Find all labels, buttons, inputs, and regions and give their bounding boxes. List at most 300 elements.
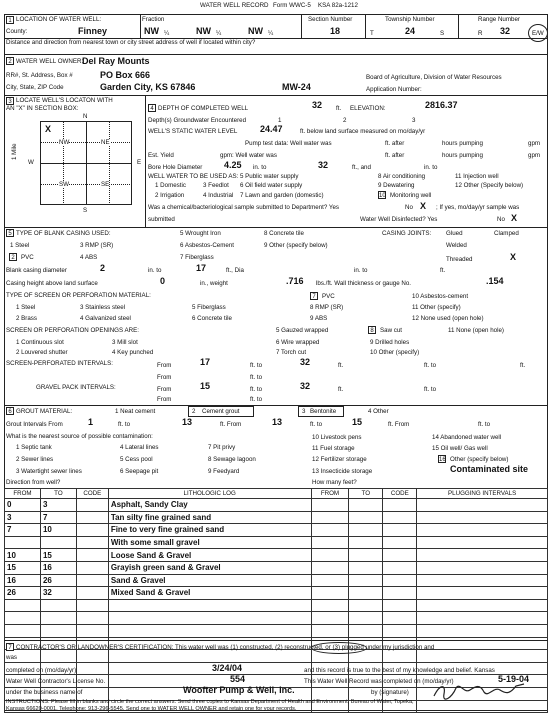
bore-and: ft., and [352, 164, 371, 171]
weight-value: .716 [286, 276, 304, 286]
casing-height-value: 0 [160, 276, 166, 286]
compass-s: S [83, 207, 88, 214]
plug-code[interactable] [383, 549, 417, 562]
plug-to[interactable] [349, 612, 383, 625]
screen-galvanized[interactable]: 4 Galvanized steel [80, 315, 131, 322]
grout-ft-to-3: ft. to [478, 421, 491, 428]
disinfected-label: Water Well Disinfected? Yes [360, 216, 438, 223]
plug-interval[interactable] [417, 574, 548, 587]
contam-septic[interactable]: 1 Septic tank [16, 444, 52, 451]
contam-value: Contaminated site [450, 464, 529, 474]
county-label: County: [6, 28, 28, 35]
use-air: 8 Air conditioning [378, 173, 426, 180]
log-from[interactable] [5, 612, 41, 625]
plug-interval[interactable] [417, 612, 548, 625]
casing-asbestos[interactable]: 6 Asbestos-Cement [180, 242, 234, 249]
gp-ft-to-2: ft. to [424, 386, 437, 393]
log-from[interactable] [5, 599, 41, 612]
log-from[interactable]: 7 [5, 524, 41, 537]
lbs-label: lbs./ft. Wall thickness or gauge No. [316, 280, 412, 287]
log-from[interactable] [5, 624, 41, 637]
use-oilfield[interactable]: 6 Oil field water supply [240, 182, 303, 189]
gp-ft: ft. [338, 386, 344, 393]
table-row [5, 587, 548, 600]
use-selected-box[interactable]: 10 [379, 193, 386, 199]
plug-from[interactable] [311, 624, 349, 637]
sp-ft: ft. [338, 362, 344, 369]
log-description[interactable]: Grayish green sand & Gravel [108, 561, 311, 574]
plug-from[interactable] [311, 536, 349, 549]
bore-in-to-2: in. to [424, 164, 438, 171]
plug-from[interactable] [311, 587, 349, 600]
log-description[interactable]: Fine to very fine grained sand [108, 524, 311, 537]
log-code[interactable] [76, 587, 108, 600]
use-lawn[interactable]: 7 Lawn and garden (domestic) [240, 192, 324, 199]
completed-label: completed on (mo/day/yr) [6, 667, 77, 674]
city-label: City, State, ZIP Code [6, 84, 64, 91]
quadrant-nw: NW [59, 139, 70, 146]
grout-other[interactable]: 4 Other [368, 408, 389, 415]
township-value: 24 [405, 26, 416, 36]
log-description[interactable]: Loose Sand & Gravel [108, 549, 311, 562]
log-code[interactable] [76, 561, 108, 574]
plug-to[interactable] [349, 524, 383, 537]
plug-to[interactable] [349, 624, 383, 637]
plug-interval[interactable] [417, 561, 548, 574]
gp-ft-to: ft. to [250, 386, 263, 393]
plug-code[interactable] [383, 561, 417, 574]
blank-in-to: in. to [148, 267, 162, 274]
sp-ft-2: ft. [520, 362, 526, 369]
log-description[interactable] [108, 612, 311, 625]
table-row [5, 499, 548, 512]
grout-intervals-label: Grout Intervals From [6, 421, 63, 428]
opening-wire[interactable]: 6 Wire wrapped [276, 339, 320, 346]
log-code[interactable] [76, 536, 108, 549]
plug-code[interactable] [383, 511, 417, 524]
plug-interval[interactable] [417, 524, 548, 537]
contam-fertilizer[interactable]: 12 Fertilizer storage [312, 456, 367, 463]
log-to[interactable] [40, 612, 76, 625]
col-plug-to: TO [349, 489, 383, 499]
plug-to[interactable] [349, 549, 383, 562]
section-1-number: 1 [6, 16, 14, 24]
plug-from[interactable] [311, 574, 349, 587]
plug-interval[interactable] [417, 599, 548, 612]
opening-saw[interactable]: Saw cut [380, 327, 403, 334]
compass-n: N [83, 113, 88, 120]
log-to[interactable]: 10 [40, 524, 76, 537]
log-code[interactable] [76, 499, 108, 512]
city-value: Garden City, KS 67846 [100, 82, 196, 92]
log-to[interactable] [40, 536, 76, 549]
bore-value: 4.25 [224, 160, 242, 170]
plug-to[interactable] [349, 599, 383, 612]
log-from[interactable]: 16 [5, 574, 41, 587]
plug-to[interactable] [349, 587, 383, 600]
use-irrigation[interactable]: 2 Irrigation [155, 192, 185, 199]
casing-other[interactable]: 9 Other (specify below) [264, 242, 328, 249]
gp-to-value: 32 [300, 381, 311, 391]
casing-pvc-box[interactable]: 2 [9, 253, 17, 261]
completed-value: 3/24/04 [212, 663, 243, 673]
opening-gauzed[interactable]: 5 Gauzed wrapped [276, 327, 329, 334]
opening-other[interactable]: 10 Other (specify) [370, 349, 420, 356]
log-description[interactable] [108, 599, 311, 612]
plug-interval[interactable] [417, 650, 548, 663]
contam-abandoned[interactable]: 14 Abandoned water well [432, 434, 502, 441]
plug-interval[interactable] [417, 499, 548, 512]
plug-interval[interactable] [417, 624, 548, 637]
opening-continuous[interactable]: 1 Continuous slot [16, 339, 64, 346]
quarter-mark: ¼ [216, 30, 222, 37]
joint-welded[interactable]: Welded [446, 242, 467, 249]
bore-to-value: 32 [318, 160, 329, 170]
screen-asbestos[interactable]: 10 Asbestos-cement [412, 293, 469, 300]
screen-stainless[interactable]: 3 Stainless steel [80, 304, 126, 311]
plug-from[interactable] [311, 561, 349, 574]
quarter-mark: ¼ [164, 30, 170, 37]
plug-interval[interactable] [417, 587, 548, 600]
blank-diameter-label: Blank casing diameter [6, 267, 67, 274]
joint-glued[interactable]: Glued [446, 230, 463, 237]
bore-in-to: in. to [253, 164, 267, 171]
contam-insecticide[interactable]: 13 Insecticide storage [312, 468, 373, 475]
log-from[interactable]: 10 [5, 549, 41, 562]
chem-tail: ; If yes, mo/day/yr sample was [436, 204, 520, 211]
certification-text: CONTRACTOR'S OR LANDOWNER'S CERTIFICATION: This water well was (1) constructed, (2) reconstructed, or (3) plugged under my jurisdiction and [16, 644, 435, 651]
use-label: WELL WATER TO BE USED AS: [148, 173, 239, 180]
grout-label: GROUT MATERIAL: [16, 408, 73, 415]
screen-intervals-label: SCREEN-PERFORATED INTERVALS: [6, 360, 113, 367]
plug-code[interactable] [383, 536, 417, 549]
groundwater-label: Depth(s) Groundwater Encountered [148, 117, 247, 124]
direction-label: Direction from well? [6, 479, 61, 486]
quadrant-ne: NE [101, 139, 110, 146]
contam-other-box[interactable]: 16 [439, 457, 446, 463]
contam-other[interactable]: Other (specify below) [450, 456, 509, 463]
instructions-2: Kansas 66620-0001. Telephone: 913-296-5545. Send one to WATER WELL OWNER and retain one for your records. [6, 706, 297, 712]
blank-to-value: 17 [196, 263, 207, 273]
plug-interval[interactable] [417, 511, 548, 524]
use-industrial[interactable]: 4 Industrial [203, 192, 234, 199]
plug-from[interactable] [311, 524, 349, 537]
address-label: RR#, St. Address, Box # [6, 72, 73, 79]
gauge-value: .154 [486, 276, 504, 286]
log-code[interactable] [76, 524, 108, 537]
contam-feedyard[interactable]: 9 Feedyard [208, 468, 240, 475]
use-injection: 11 Injection well [455, 173, 499, 180]
log-to[interactable] [40, 599, 76, 612]
log-description[interactable]: Mixed Sand & Gravel [108, 587, 311, 600]
log-description[interactable]: Asphalt, Sandy Clay [108, 499, 311, 512]
log-description[interactable] [108, 650, 311, 663]
use-domestic[interactable]: 1 Domestic [155, 182, 186, 189]
weight-label: in., weight [200, 280, 228, 287]
screen-pvc-box[interactable]: 7 [310, 292, 318, 300]
blank-ft-dia: ft., Dia [226, 267, 244, 274]
quadrant-se: SE [101, 181, 110, 188]
ksa-reference: KSA 82a-1212 [318, 2, 358, 9]
screen-other[interactable]: 11 Other (specify) [412, 304, 461, 311]
grout-ft-from: ft. From [220, 421, 242, 428]
opening-mill[interactable]: 3 Mill slot [112, 339, 138, 346]
plug-interval[interactable] [417, 536, 548, 549]
log-code[interactable] [76, 612, 108, 625]
log-code[interactable] [76, 650, 108, 663]
log-header-row [5, 489, 548, 499]
range-value: 32 [500, 26, 511, 36]
fraction-label: Fraction [142, 16, 165, 23]
gp-ft-to-3: ft. to [250, 396, 263, 403]
plug-to[interactable] [349, 561, 383, 574]
section-6-number: 6 [6, 407, 14, 415]
screen-abs[interactable]: 9 ABS [310, 315, 328, 322]
board-label: Board of Agriculture, Division of Water Resources [366, 74, 502, 81]
gw-2: 2 [343, 117, 347, 124]
ft-unit: ft. [336, 105, 342, 112]
plug-to[interactable] [349, 511, 383, 524]
openings-label: SCREEN OR PERFORATION OPENINGS ARE: [6, 327, 139, 334]
plug-from[interactable] [311, 511, 349, 524]
use-public: 5 Public water supply [240, 173, 299, 180]
joint-threaded[interactable]: Threaded [446, 256, 473, 263]
grout-bentonite-num: 3 [302, 408, 306, 415]
sp-from-label: From [157, 362, 172, 369]
contam-lagoon[interactable]: 8 Sewage lagoon [208, 456, 256, 463]
use-other[interactable]: 12 Other (Specify below) [455, 182, 524, 189]
log-from[interactable]: 15 [5, 561, 41, 574]
section-5-number: 5 [6, 229, 14, 237]
log-code[interactable] [76, 624, 108, 637]
ft-after-2: ft. after [385, 152, 405, 159]
opening-louvered[interactable]: 2 Louvered shutter [16, 349, 68, 356]
use-dewatering[interactable]: 9 Dewatering [378, 182, 415, 189]
contam-fuel[interactable]: 11 Fuel storage [312, 445, 355, 452]
mile-label: 1 Mile [11, 143, 18, 160]
log-to[interactable]: 16 [40, 561, 76, 574]
sp-from-label-2: From [157, 374, 172, 381]
sp-to-value: 32 [300, 357, 311, 367]
table-row [5, 599, 548, 612]
chem-no-x: X [420, 201, 427, 211]
location-label: LOCATION OF WATER WELL: [16, 16, 102, 23]
joints-label: CASING JOINTS: [382, 230, 432, 237]
log-to[interactable] [40, 624, 76, 637]
casing-concrete[interactable]: 8 Concrete tile [264, 230, 304, 237]
grout-2-from: 13 [272, 417, 283, 427]
quarter-mark: ¼ [268, 30, 274, 37]
sp-ft-to: ft. to [250, 362, 263, 369]
sp-ft-to-3: ft. to [424, 362, 437, 369]
feet-label: How many feet? [312, 479, 357, 486]
plug-from[interactable] [311, 612, 349, 625]
screen-none[interactable]: 12 None used (open hole) [412, 315, 484, 322]
plug-code[interactable] [383, 524, 417, 537]
casing-wrought[interactable]: 5 Wrought Iron [180, 230, 221, 237]
application-label: Application Number: [366, 86, 422, 93]
plug-code[interactable] [383, 612, 417, 625]
opening-key[interactable]: 4 Key punched [112, 349, 154, 356]
log-code[interactable] [76, 574, 108, 587]
distance-label: Distance and direction from nearest town or city street address of well if located within city? [6, 39, 256, 46]
plug-from[interactable] [311, 549, 349, 562]
contam-seepage[interactable]: 6 Seepage pit [120, 468, 159, 475]
plug-code[interactable] [383, 599, 417, 612]
table-row [5, 574, 548, 587]
chem-no: No [405, 204, 413, 211]
constructed-circle [311, 642, 367, 654]
plug-code[interactable] [383, 499, 417, 512]
casing-abs[interactable]: 4 ABS [80, 254, 98, 261]
sp-from-value: 17 [200, 357, 211, 367]
grout-cement-num: 2 [192, 408, 196, 415]
log-description[interactable]: Sand & Gravel [108, 574, 311, 587]
gw-3: 3 [412, 117, 416, 124]
plug-to[interactable] [349, 574, 383, 587]
signature [430, 680, 530, 702]
gpm-unit: gpm [528, 140, 541, 147]
plug-from[interactable] [311, 599, 349, 612]
contam-sewer[interactable]: 2 Sewer lines [16, 456, 54, 463]
opening-saw-box[interactable]: 8 [368, 326, 376, 334]
depth-label: DEPTH OF COMPLETED WELL [158, 105, 249, 112]
screen-rmp[interactable]: 8 RMP (SR) [310, 304, 344, 311]
log-from[interactable]: 0 [5, 499, 41, 512]
log-description[interactable]: Tan silty fine grained sand [108, 511, 311, 524]
form-title: WATER WELL RECORD [200, 2, 269, 9]
log-description[interactable] [108, 624, 311, 637]
screen-pvc[interactable]: PVC [322, 293, 335, 300]
section-number-label: Section Number [308, 16, 353, 23]
blank-in-to-2: in. to [354, 267, 368, 274]
contam-watertight[interactable]: 3 Watertight sewer lines [16, 468, 82, 475]
screen-concrete[interactable]: 6 Concrete tile [192, 315, 232, 322]
opening-drilled[interactable]: 9 Drilled holes [370, 339, 410, 346]
grout-1-from: 1 [88, 417, 94, 427]
log-to[interactable]: 15 [40, 549, 76, 562]
township-s: S [440, 30, 445, 37]
screen-steel[interactable]: 1 Steel [16, 304, 36, 311]
plug-from[interactable] [311, 499, 349, 512]
col-plug-from: FROM [311, 489, 349, 499]
log-code[interactable] [76, 599, 108, 612]
contam-livestock[interactable]: 10 Livestock pens [312, 434, 362, 441]
grout-neat[interactable]: 1 Neat cement [115, 408, 156, 415]
hours-pumping: hours pumping [442, 140, 483, 147]
opening-none[interactable]: 11 None (open hole) [448, 327, 504, 334]
quarter-1: NW [144, 26, 159, 36]
section-7-number: 7 [6, 643, 14, 651]
log-code[interactable] [76, 662, 108, 675]
use-monitoring[interactable]: Monitoring well [390, 192, 432, 199]
blank-ft: ft. [440, 267, 446, 274]
plug-interval[interactable] [417, 637, 548, 650]
cert-was: was [6, 654, 18, 661]
plug-code[interactable] [383, 624, 417, 637]
contam-oilwell[interactable]: 15 Oil well/ Gas well [432, 445, 488, 452]
casing-label: TYPE OF BLANK CASING USED: [16, 230, 111, 237]
record-date: 5-19-04 [498, 674, 530, 684]
contam-cess[interactable]: 5 Cess pool [120, 456, 153, 463]
township-label: Township Number [385, 16, 435, 23]
casing-rmp[interactable]: 3 RMP (SR) [80, 242, 114, 249]
casing-fiberglass[interactable]: 7 Fiberglass [180, 254, 214, 261]
log-code[interactable] [76, 511, 108, 524]
log-to[interactable]: 7 [40, 511, 76, 524]
log-from[interactable] [5, 536, 41, 549]
table-row [5, 536, 548, 549]
screen-brass[interactable]: 2 Brass [16, 315, 37, 322]
log-to[interactable]: 3 [40, 499, 76, 512]
log-to[interactable] [40, 650, 76, 663]
log-description[interactable] [108, 662, 311, 675]
opening-torch[interactable]: 7 Torch cut [276, 349, 307, 356]
yield-label: Est. Yield [148, 152, 174, 159]
instructions-1: INSTRUCTIONS: Please fill in blanks and circle the correct answers. Send three copies to Kansas Department of Health and Environment, Bureau of Water, Topeka, [6, 699, 414, 705]
contam-pit[interactable]: 7 Pit privy [208, 444, 236, 451]
section-x-mark: X [45, 124, 52, 134]
disinfected-x: X [511, 213, 518, 223]
county-value: Finney [78, 26, 108, 36]
casing-height-label: Casing height above land surface [6, 280, 98, 287]
table-row [5, 624, 548, 637]
sp-ft-to-2: ft. to [250, 374, 263, 381]
contam-lateral[interactable]: 4 Lateral lines [120, 444, 159, 451]
contamination-label: What is the nearest source of possible contamination: [6, 433, 153, 440]
col-code: CODE [76, 489, 108, 499]
depth-value: 32 [312, 100, 323, 110]
mw-value: MW-24 [282, 82, 311, 92]
pump-test-label: Pump test data: Well water was [245, 140, 332, 147]
log-to[interactable]: 26 [40, 574, 76, 587]
log-from[interactable]: 3 [5, 511, 41, 524]
plug-interval[interactable] [417, 549, 548, 562]
quadrant-sw: SW [59, 181, 69, 188]
yield-gpm: gpm: Well water was [220, 152, 277, 159]
casing-steel[interactable]: 1 Steel [10, 242, 30, 249]
log-description[interactable]: With some small gravel [108, 536, 311, 549]
grout-ft-to-2: ft. to [310, 421, 323, 428]
locate-label-2: AN "X" IN SECTION BOX: [6, 105, 79, 112]
plug-code[interactable] [383, 587, 417, 600]
joint-clamped[interactable]: Clamped [494, 230, 519, 237]
elevation-value: 2816.37 [425, 100, 458, 110]
range-ew: E/W [532, 30, 544, 37]
log-to[interactable]: 32 [40, 587, 76, 600]
plug-code[interactable] [383, 574, 417, 587]
blank-diameter-value: 2 [100, 263, 106, 273]
chem-label: Was a chemical/bacteriological sample submitted to Department? Yes [148, 204, 339, 211]
casing-pvc[interactable]: PVC [21, 254, 34, 261]
col-from: FROM [5, 489, 41, 499]
plug-to[interactable] [349, 536, 383, 549]
use-feedlot[interactable]: 3 Feedlot [203, 182, 229, 189]
owner-label: WATER WELL OWNER: [16, 58, 84, 65]
plug-code[interactable] [383, 650, 417, 663]
gpm-unit-2: gpm [528, 152, 541, 159]
disinfected-no: No [497, 216, 505, 223]
plug-to[interactable] [349, 499, 383, 512]
log-code[interactable] [76, 549, 108, 562]
screen-fiberglass[interactable]: 5 Fiberglass [192, 304, 226, 311]
grout-ft-from-2: ft. From [388, 421, 410, 428]
table-row [5, 612, 548, 625]
section-number-value: 18 [330, 26, 341, 36]
grout-1-to: 13 [182, 417, 193, 427]
gravel-intervals-label: GRAVEL PACK INTERVALS: [36, 384, 116, 391]
log-from[interactable]: 26 [5, 587, 41, 600]
